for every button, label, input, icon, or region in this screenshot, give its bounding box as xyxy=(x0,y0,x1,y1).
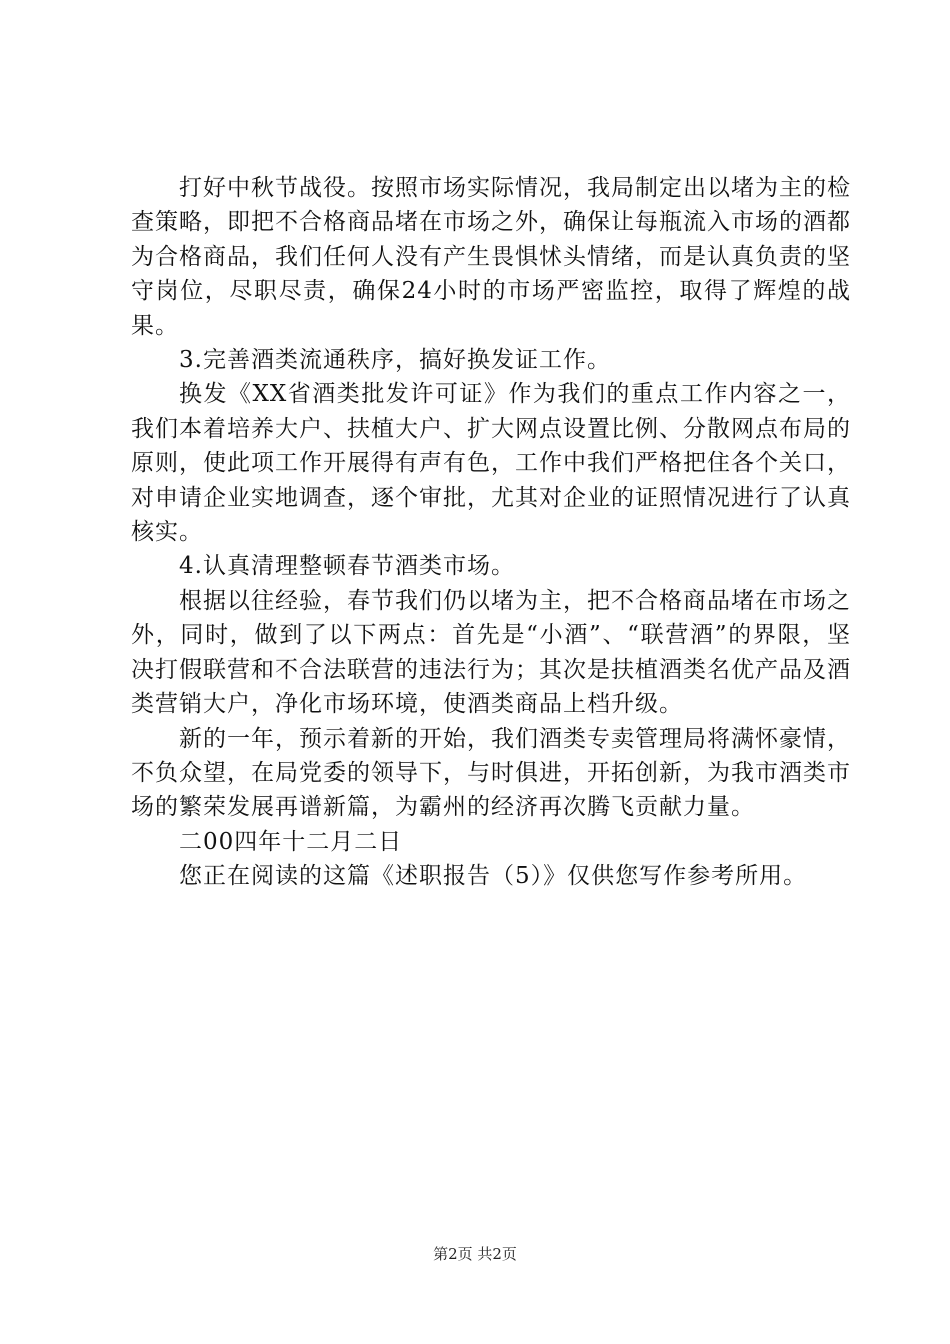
heading-circulation-order: 3.完善酒类流通秩序，搞好换发证工作。 xyxy=(179,347,611,374)
reading-notice: 您正在阅读的这篇《述职报告（5）》仅供您写作参考所用。 xyxy=(179,863,808,890)
paragraph-spring-festival: 根据以往经验，春节我们仍以堵为主，把不合格商品堵在市场之外，同时，做到了以下两点：首先是“小酒”、“联营酒”的界限，坚决打假联营和不合法联营的违法行为；其次是扶植酒类名优产品及酒类营销大户，净化市场环境，使酒类商品上档升级。 xyxy=(131,587,851,718)
heading-spring-festival-market: 4.认真清理整顿春节酒类市场。 xyxy=(179,553,515,580)
paragraph-license-renewal: 换发《XX省酒类批发许可证》作为我们的重点工作内容之一，我们本着培养大户、扶植大户、扩大网点设置比例、分散网点布局的原则，使此项工作开展得有声有色，工作中我们严格把住各个关口，对申请企业实地调查，逐个审批，尤其对企业的证照情况进行了认真核实。 xyxy=(131,381,851,546)
page-number-footer: 第2页 共2页 xyxy=(433,1245,517,1263)
paragraph-mid-autumn-campaign: 打好中秋节战役。按照市场实际情况，我局制定出以堵为主的检查策略，即把不合格商品堵在市场之外，确保让每瓶流入市场的酒都为合格商品，我们任何人没有产生畏惧怵头情绪，而是认真负责的坚守岗位，尽职尽责，确保24小时的市场严密监控，取得了辉煌的战果。 xyxy=(131,175,851,339)
document-body xyxy=(131,171,851,894)
paragraph-new-year: 新的一年，预示着新的开始，我们酒类专卖管理局将满怀豪情，不负众望，在局党委的领导下，与时俱进，开拓创新，为我市酒类市场的繁荣发展再谱新篇，为霸州的经济再次腾飞贡献力量。 xyxy=(131,725,851,821)
document-date: 二00四年十二月二日 xyxy=(179,828,403,855)
